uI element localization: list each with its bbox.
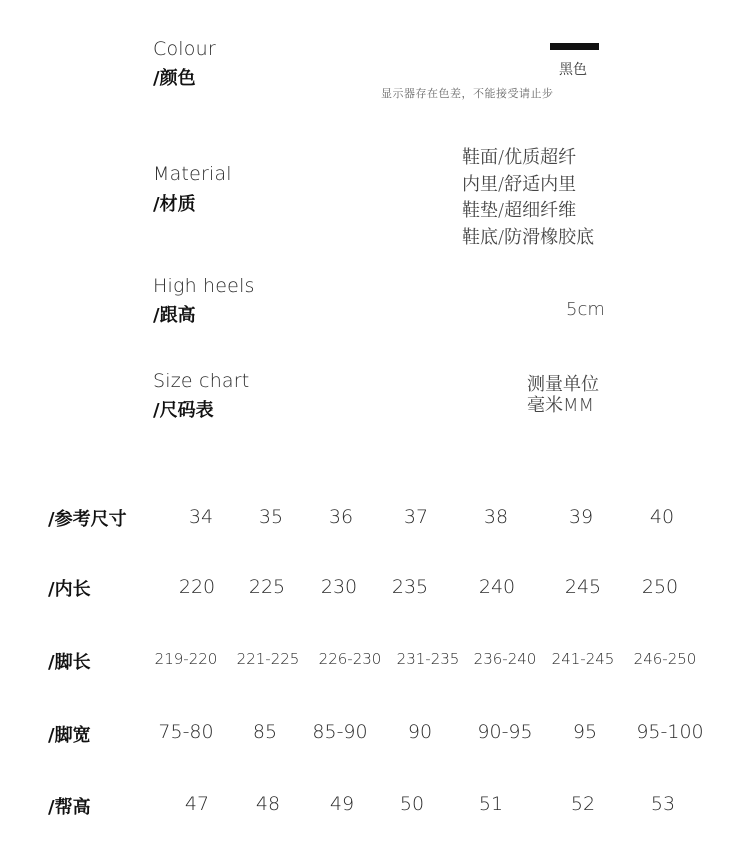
table-row-header: /参考尺寸 — [48, 509, 127, 530]
material-line-lining: 内里/舒适内里 — [462, 173, 577, 195]
colour-label-cn: /颜色 — [153, 68, 196, 89]
table-cell: 95 — [572, 721, 598, 743]
material-line-sole: 鞋底/防滑橡胶底 — [462, 226, 595, 248]
material-label-cn: /材质 — [153, 194, 196, 215]
table-cell: 226-230 — [318, 650, 382, 668]
table-cell: 38 — [483, 506, 509, 528]
material-list — [462, 145, 594, 251]
table-cell: 85 — [252, 721, 278, 743]
table-cell: 52 — [570, 793, 596, 815]
colour-swatch — [550, 43, 599, 50]
heels-label-cn: /跟高 — [153, 305, 196, 326]
table-cell: 235 — [391, 576, 429, 598]
table-cell: 34 — [188, 506, 214, 528]
table-cell: 37 — [403, 506, 429, 528]
table-cell: 95-100 — [636, 721, 704, 743]
table-cell: 230 — [320, 576, 358, 598]
heels-label-en: High heels — [153, 275, 255, 297]
table-cell: 231-235 — [396, 650, 460, 668]
table-cell: 85-90 — [312, 721, 368, 743]
table-cell: 35 — [258, 506, 284, 528]
table-cell: 50 — [399, 793, 425, 815]
table-row-header: /脚宽 — [48, 725, 91, 746]
material-line-upper: 鞋面/优质超纤 — [462, 147, 577, 168]
table-cell: 250 — [641, 576, 679, 598]
table-cell: 39 — [568, 506, 594, 528]
colour-value: 黑色 — [559, 62, 587, 78]
table-cell: 246-250 — [633, 650, 697, 668]
table-cell: 90-95 — [477, 721, 533, 743]
table-cell: 47 — [184, 793, 210, 815]
material-line-insole: 鞋垫/超细纤维 — [462, 200, 577, 221]
table-cell: 53 — [650, 793, 676, 815]
unit-line-2: 毫米MM — [527, 395, 595, 416]
table-cell: 219-220 — [154, 650, 218, 668]
colour-note: 显示器存在色差，不能接受请止步 — [381, 87, 554, 100]
size-chart-label-en: Size chart — [153, 370, 250, 392]
size-chart-label-cn: /尺码表 — [153, 400, 214, 421]
table-cell: 241-245 — [551, 650, 615, 668]
table-cell: 236-240 — [473, 650, 537, 668]
unit-block — [527, 374, 599, 416]
table-cell: 40 — [649, 506, 675, 528]
table-cell: 221-225 — [236, 650, 300, 668]
table-cell: 51 — [478, 793, 504, 815]
table-cell: 90 — [407, 721, 433, 743]
table-row-header: /帮高 — [48, 797, 91, 818]
colour-label-en: Colour — [153, 38, 216, 60]
table-cell: 220 — [178, 576, 216, 598]
table-cell: 36 — [328, 506, 354, 528]
table-row-header: /内长 — [48, 579, 91, 600]
material-label-en: Material — [153, 163, 232, 185]
table-cell: 240 — [478, 576, 516, 598]
table-cell: 225 — [248, 576, 286, 598]
unit-line-1: 测量单位 — [527, 374, 599, 395]
table-cell: 48 — [255, 793, 281, 815]
table-cell: 75-80 — [158, 721, 214, 743]
table-row-header: /脚长 — [48, 652, 91, 673]
table-cell: 245 — [564, 576, 602, 598]
heels-value: 5cm — [566, 299, 605, 320]
table-cell: 49 — [329, 793, 355, 815]
